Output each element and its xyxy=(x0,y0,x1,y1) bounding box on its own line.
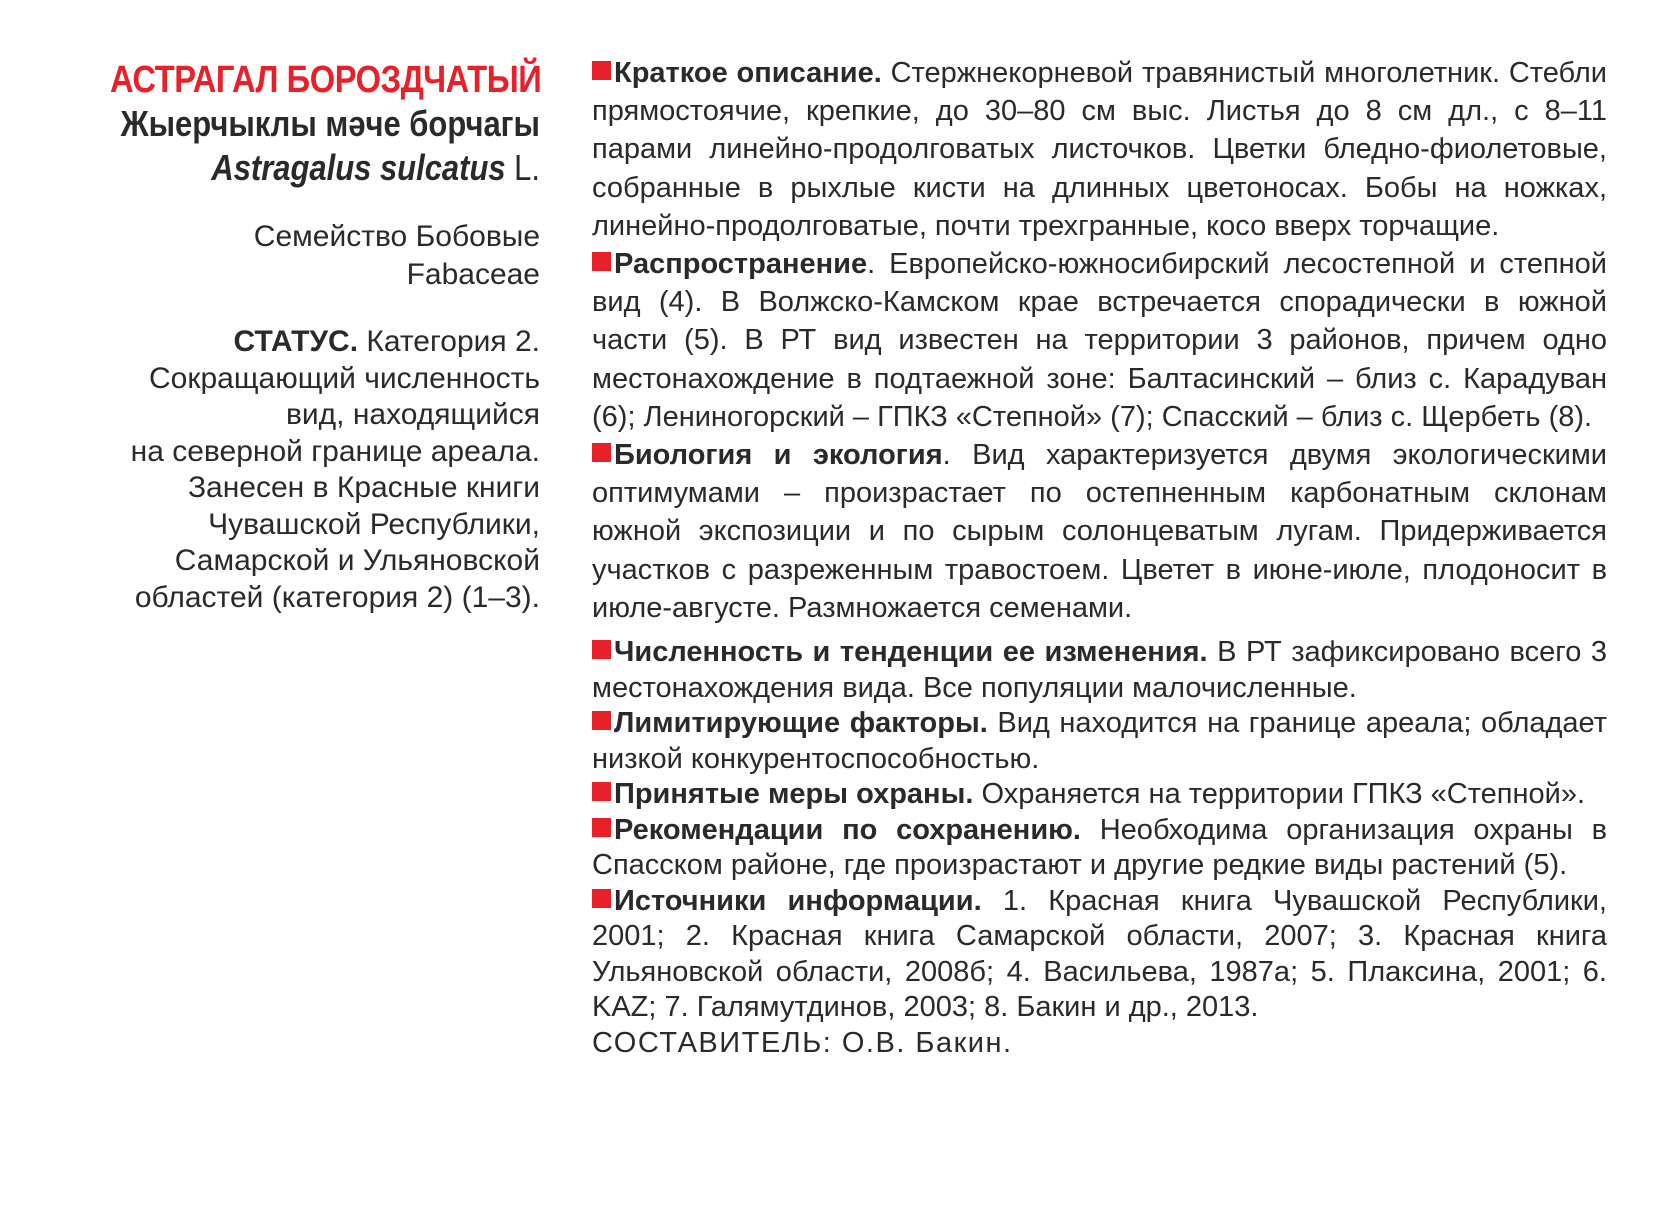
compiler-credit: СОСТАВИТЕЛЬ: О.В. Бакин. xyxy=(592,1026,1013,1059)
section-text: . Европейско-южносибирский лесостепной и степной вид (4). В Волжско-Камском крае встречается спорадически в южной части (5). В РТ вид известен на территории 3 районов, причем одно местонахождение в подтаежной зоне: Балтасинский – близ с. Карадуван (6); Лениногорский – ГПКЗ «Степной» (7); Спасский – близ с. Щербеть (8). xyxy=(592,248,1607,433)
family-block xyxy=(40,218,540,294)
latin-name: Astragalus sulcatus xyxy=(211,147,506,188)
section-recommendations xyxy=(592,813,1607,884)
red-square-bullet-icon xyxy=(592,640,611,659)
species-body xyxy=(592,54,1607,1061)
section-text: Вид находится на границе ареала; обладает низкой конкурентоспособностью. xyxy=(592,707,1607,775)
status-label: СТАТУС. xyxy=(233,325,359,358)
section-heading: Принятые меры охраны. xyxy=(614,778,974,811)
red-square-bullet-icon xyxy=(592,443,611,462)
red-square-bullet-icon xyxy=(592,782,611,801)
section-heading: Лимитирующие факторы. xyxy=(614,707,988,740)
title-latin xyxy=(110,146,540,190)
family-russian: Семейство Бобовые xyxy=(253,220,540,253)
section-text: Стержнекорневой травянистый многолетник. Стебли прямостоячие, крепкие, до 30–80 см выс. Листья до 8 см дл., с 8–11 парами линейно-продолговатых листочков. Цветки бледно-фиолетовые, собранные в рыхлые кисти на длинных цветоносах. Бобы на ножках, линейно-продолговатые, почти трехгранные, косо вверх торчащие. xyxy=(592,57,1607,242)
species-header xyxy=(40,58,540,616)
section-biology xyxy=(592,436,1607,627)
section-heading: Источники информации. xyxy=(614,884,982,917)
latin-author: L. xyxy=(505,147,540,188)
section-text: В РТ зафиксировано всего 3 местонахождения вида. Все популяции малочисленные. xyxy=(592,636,1607,704)
title-tatar: Жыерчыклы мәче борчагы xyxy=(120,103,541,144)
family-latin: Fabaceae xyxy=(406,258,540,291)
status-text: Категория 2. Сокращающий численность вид, находящийся на северной границе ареала. Занесен в Красные книги Чувашской Республики, Самарской и Ульяновской областей (категория 2) (1–3). xyxy=(130,325,540,614)
section-heading: Распространение xyxy=(614,248,868,281)
section-abundance xyxy=(592,635,1607,706)
section-heading: Численность и тенденции ее изменения. xyxy=(614,636,1208,669)
section-heading: Краткое описание. xyxy=(614,57,882,89)
title-russian: АСТРАГАЛ БОРОЗДЧАТЫЙ xyxy=(110,59,542,101)
red-square-bullet-icon xyxy=(592,711,611,730)
section-sources xyxy=(592,884,1607,1026)
red-square-bullet-icon xyxy=(592,61,611,80)
section-text: 1. Красная книга Чувашской Республики, 2001; 2. Красная книга Самарской области, 2007; 3. Красная книга Ульяновской области, 2008б; 4. Васильева, 1987а; 5. Плаксина, 2001; 6. KAZ; 7. Галямутдинов, 2003; 8. Бакин и др., 2013. xyxy=(592,884,1607,1024)
section-limiting-factors xyxy=(592,706,1607,777)
section-text: . Вид характеризуется двумя экологическими оптимумами – произрастает по остепненным карбонатным склонам южной экспозиции и по сырым солонцеватым лугам. Придерживается участков с разреженным травостоем. Цветет в июне-июле, плодоносит в июле-августе. Размножается семенами. xyxy=(592,439,1607,624)
section-heading: Рекомендации по сохранению. xyxy=(614,813,1081,846)
red-square-bullet-icon xyxy=(592,818,611,837)
red-square-bullet-icon xyxy=(592,889,611,908)
section-text: Охраняется на территории ГПКЗ «Степной». xyxy=(973,778,1586,811)
section-protection-measures xyxy=(592,777,1607,813)
section-heading: Биология и экология xyxy=(614,439,943,472)
status-block xyxy=(40,324,540,616)
section-text: Необходима организация охраны в Спасском районе, где произрастают и другие редкие виды растений (5). xyxy=(592,813,1608,882)
red-square-bullet-icon xyxy=(592,252,611,271)
section-distribution xyxy=(592,245,1607,436)
section-description xyxy=(592,54,1607,245)
